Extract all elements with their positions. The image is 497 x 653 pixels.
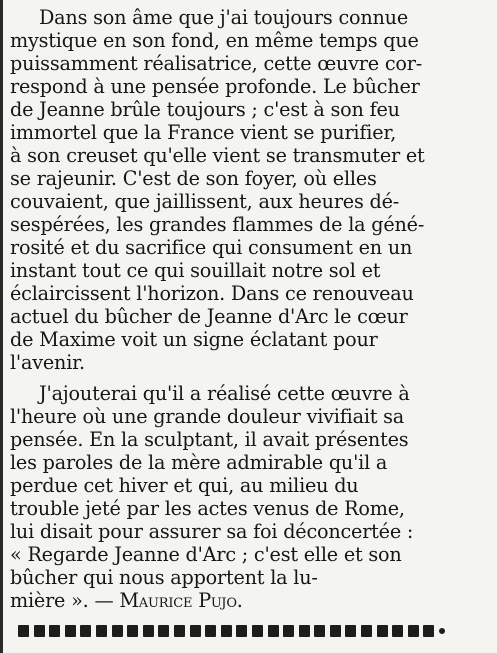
divider-block — [158, 625, 169, 637]
divider-block — [361, 625, 372, 637]
divider-block — [18, 625, 29, 637]
divider-block — [408, 625, 419, 637]
divider-block — [34, 625, 45, 637]
divider-block — [330, 625, 341, 637]
divider-block — [190, 625, 201, 637]
divider-block — [49, 625, 60, 637]
text-line: Dans son âme que j'ai toujours connue — [39, 6, 408, 29]
text-line: de Jeanne brûle toujours ; c'est à son feu — [10, 98, 400, 121]
text-line: l'avenir. — [10, 351, 85, 374]
text-line: à son creuset qu'elle vient se transmuter et — [10, 144, 425, 167]
text-line: mystique en son fond, en même temps que — [10, 29, 419, 52]
paragraph-1 — [10, 6, 494, 374]
divider-block — [80, 625, 91, 637]
text-line: instant tout ce qui souillait notre sol et — [10, 259, 381, 282]
divider-block — [221, 625, 232, 637]
divider-block — [252, 625, 263, 637]
text-line: « Regarde Jeanne d'Arc ; c'est elle et son — [10, 543, 402, 566]
text-line: de Maxime voit un signe éclatant pour — [10, 328, 378, 351]
divider-block — [283, 625, 294, 637]
text-line: respond à une pensée profonde. Le bûcher — [10, 75, 420, 98]
divider-block — [299, 625, 310, 637]
divider-block — [345, 625, 356, 637]
text-line: actuel du bûcher de Jeanne d'Arc le cœur — [10, 305, 408, 328]
divider-block — [205, 625, 216, 637]
text-line: rosité et du sacrifice qui consument en un — [10, 236, 413, 259]
text-line: bûcher qui nous apportent la lu- — [10, 566, 318, 589]
text-line: éclaircissent l'horizon. Dans ce renouveau — [10, 282, 414, 305]
divider-block — [236, 625, 247, 637]
text-line: couvaient, que jaillissent, aux heures dé- — [10, 190, 400, 213]
article-text — [10, 6, 494, 612]
divider-block — [65, 625, 76, 637]
ornamental-divider — [18, 625, 445, 637]
text-line: se rajeunir. C'est de son foyer, où elles — [10, 167, 377, 190]
column-rule — [0, 0, 3, 653]
divider-block — [112, 625, 123, 637]
text-line: l'heure où une grande douleur vivifiait sa — [10, 405, 405, 428]
text-line: trouble jeté par les actes venus de Rome, — [10, 497, 405, 520]
text-line: perdue cet hiver et qui, au milieu du — [10, 474, 359, 497]
text-line: immortel que la France vient se purifier, — [10, 121, 397, 144]
divider-block — [143, 625, 154, 637]
text-line: sespérées, les grandes flammes de la géné- — [10, 213, 425, 236]
divider-block — [423, 625, 434, 637]
text-line: les paroles de la mère admirable qu'il a — [10, 451, 388, 474]
divider-block — [392, 625, 403, 637]
divider-block — [314, 625, 325, 637]
text-line: pensée. En la sculptant, il avait présentes — [10, 428, 409, 451]
divider-block — [96, 625, 107, 637]
divider-block — [127, 625, 138, 637]
divider-block — [268, 625, 279, 637]
divider-block — [174, 625, 185, 637]
text-line: lui disait pour assurer sa foi déconcertée : — [10, 520, 414, 543]
divider-dot — [439, 628, 445, 634]
text-line: J'ajouterai qu'il a réalisé cette œuvre à — [39, 382, 410, 405]
last-line-text: mière ». — — [10, 589, 120, 612]
divider-block — [377, 625, 388, 637]
author-signature: Maurice Pujo. — [119, 589, 243, 612]
signature-line — [10, 589, 494, 612]
paragraph-2 — [10, 382, 494, 612]
text-line: puissamment réalisatrice, cette œuvre cor- — [10, 52, 422, 75]
